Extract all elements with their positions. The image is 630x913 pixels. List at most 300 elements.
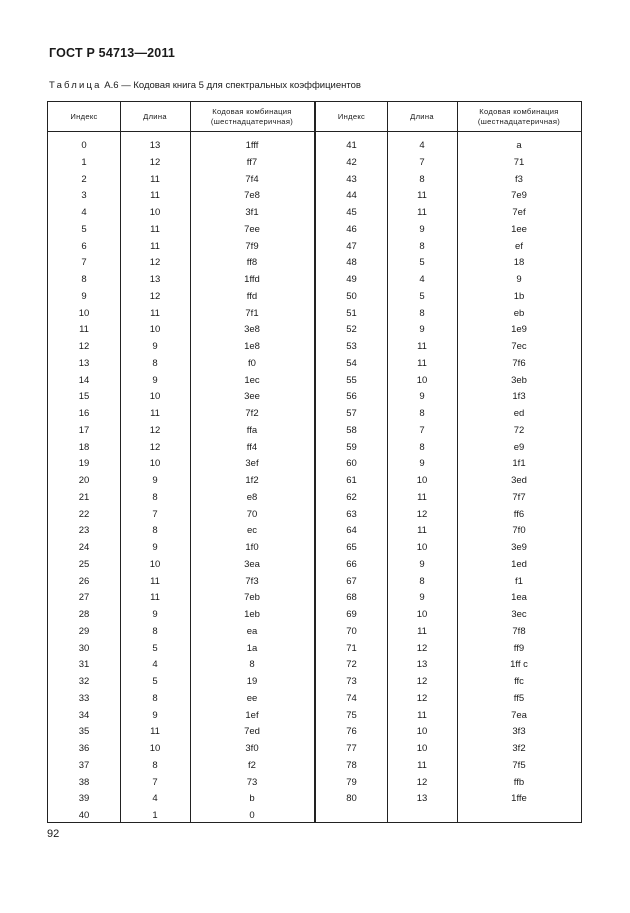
table-row xyxy=(316,339,581,356)
cell-index: 53 xyxy=(346,341,357,352)
cell-index: 15 xyxy=(78,391,90,403)
table-row xyxy=(48,674,314,691)
cell-length: 11 xyxy=(417,525,427,537)
cell-index: 74 xyxy=(346,692,357,704)
cell-codeword: 7ef xyxy=(512,207,526,218)
cell-length: 11 xyxy=(417,491,427,503)
cell-codeword: 7f7 xyxy=(512,491,526,503)
cell-codeword: 7f0 xyxy=(512,525,526,537)
cell-codeword: 3e8 xyxy=(244,324,260,336)
table-row xyxy=(48,657,314,674)
cell-length: 9 xyxy=(419,223,425,235)
table-right-half xyxy=(316,102,581,822)
cell-codeword: 1b xyxy=(513,290,525,302)
table-row xyxy=(316,708,581,725)
cell-index: 5 xyxy=(81,223,87,235)
cell-codeword: 7f2 xyxy=(245,408,259,419)
cell-codeword: a xyxy=(516,140,522,151)
cell-codeword: ff6 xyxy=(513,508,525,520)
cell-length: 9 xyxy=(419,324,425,336)
cell-index: 48 xyxy=(346,257,357,269)
cell-codeword: 3f0 xyxy=(245,743,259,754)
cell-length: 13 xyxy=(149,140,161,151)
cell-length: 11 xyxy=(150,240,160,252)
cell-index: 72 xyxy=(346,659,357,671)
cell-codeword: 7f1 xyxy=(245,307,259,319)
cell-codeword: ff8 xyxy=(246,257,258,269)
cell-length: 5 xyxy=(152,642,158,654)
cell-index: 75 xyxy=(346,709,357,721)
header-index: Индекс xyxy=(337,111,366,121)
table-row xyxy=(316,507,581,524)
table-row xyxy=(48,456,314,473)
table-header-row xyxy=(316,102,581,132)
cell-index: 63 xyxy=(346,508,357,520)
cell-codeword: 7ec xyxy=(511,341,527,352)
header-length: Длина xyxy=(143,111,167,121)
table-row xyxy=(316,674,581,691)
cell-codeword: 19 xyxy=(246,676,258,687)
cell-length: 11 xyxy=(150,575,160,587)
table-row xyxy=(316,641,581,658)
cell-index: 54 xyxy=(346,357,357,369)
cell-length: 10 xyxy=(416,542,428,553)
cell-index: 13 xyxy=(78,357,90,369)
cell-index: 24 xyxy=(78,542,90,553)
table-row xyxy=(48,540,314,557)
cell-codeword: ff4 xyxy=(246,441,258,453)
cell-index: 25 xyxy=(78,558,90,570)
table-row xyxy=(48,590,314,607)
cell-index: 19 xyxy=(78,458,90,470)
cell-index: 10 xyxy=(78,307,90,319)
table-row xyxy=(316,155,581,172)
cell-codeword: 71 xyxy=(513,156,525,168)
cell-codeword: 1ee xyxy=(511,223,527,235)
cell-codeword: 1eb xyxy=(244,609,260,620)
table-row xyxy=(48,155,314,172)
cell-length: 9 xyxy=(419,458,425,470)
cell-index: 6 xyxy=(81,240,87,252)
cell-length: 12 xyxy=(149,290,161,302)
cell-codeword: 8 xyxy=(249,659,255,671)
cell-length: 11 xyxy=(417,759,427,771)
table-row xyxy=(48,222,314,239)
table-row xyxy=(48,473,314,490)
cell-index: 29 xyxy=(78,625,90,637)
cell-index: 42 xyxy=(346,156,357,168)
header-length: Длина xyxy=(410,111,434,121)
table-row xyxy=(316,373,581,390)
cell-length: 9 xyxy=(152,374,158,386)
cell-codeword: 3f3 xyxy=(512,726,526,738)
page-number: 92 xyxy=(47,828,60,840)
cell-index: 0 xyxy=(81,140,87,151)
table-caption xyxy=(49,80,361,91)
cell-length: 7 xyxy=(152,508,158,520)
cell-index: 67 xyxy=(346,575,357,587)
cell-index: 58 xyxy=(346,424,357,436)
cell-codeword: 1f0 xyxy=(245,542,259,553)
cell-length: 12 xyxy=(416,508,428,520)
cell-codeword: 1ea xyxy=(511,592,527,604)
table-row xyxy=(48,373,314,390)
table-row xyxy=(48,574,314,591)
table-row xyxy=(48,306,314,323)
table-row xyxy=(316,289,581,306)
header-index: Индекс xyxy=(70,111,98,121)
cell-codeword: f3 xyxy=(515,173,523,185)
cell-codeword: ffa xyxy=(246,424,258,436)
cell-length: 12 xyxy=(149,441,161,453)
cell-length: 11 xyxy=(417,709,427,721)
cell-index: 51 xyxy=(346,307,357,319)
cell-length: 13 xyxy=(416,659,428,671)
cell-length: 11 xyxy=(417,357,427,369)
cell-index: 52 xyxy=(346,324,357,336)
cell-codeword: 73 xyxy=(246,776,258,788)
cell-index: 70 xyxy=(346,625,357,637)
cell-index: 44 xyxy=(346,190,357,202)
cell-length: 8 xyxy=(419,408,425,419)
table-row xyxy=(316,691,581,708)
table-row xyxy=(48,138,314,155)
cell-index: 76 xyxy=(346,726,357,738)
cell-index: 55 xyxy=(346,374,357,386)
cell-length: 11 xyxy=(150,592,160,604)
cell-index: 26 xyxy=(78,575,90,587)
cell-codeword: 7f5 xyxy=(512,759,526,771)
cell-length: 11 xyxy=(150,726,160,738)
cell-codeword: 7eb xyxy=(244,592,260,604)
table-row xyxy=(48,205,314,222)
table-caption-text: А.6 — Кодовая книга 5 для спектральных коэффициентов xyxy=(101,80,361,91)
cell-length: 10 xyxy=(149,743,161,754)
table-row xyxy=(316,557,581,574)
cell-length: 8 xyxy=(152,491,158,503)
cell-index: 62 xyxy=(346,491,357,503)
cell-length: 9 xyxy=(152,709,158,721)
cell-codeword: 0 xyxy=(249,810,255,821)
cell-codeword: 1ec xyxy=(244,374,260,386)
cell-index: 14 xyxy=(78,374,90,386)
cell-codeword: b xyxy=(249,793,255,805)
cell-index: 56 xyxy=(346,391,357,403)
table-row xyxy=(316,255,581,272)
cell-codeword: 1f3 xyxy=(512,391,526,403)
cell-index: 3 xyxy=(81,190,87,202)
table-row xyxy=(316,272,581,289)
table-row xyxy=(48,289,314,306)
cell-codeword: 3e9 xyxy=(511,542,527,553)
table-row xyxy=(48,808,314,825)
cell-length: 11 xyxy=(150,190,160,202)
cell-codeword: ff5 xyxy=(513,692,525,704)
cell-codeword: ed xyxy=(513,408,525,419)
cell-codeword: ffb xyxy=(513,776,525,788)
table-row xyxy=(316,406,581,423)
cell-codeword: 18 xyxy=(513,257,525,269)
cell-length: 8 xyxy=(152,525,158,537)
cell-length: 12 xyxy=(416,642,428,654)
cell-codeword: 1f1 xyxy=(512,458,526,470)
table-body-left xyxy=(48,138,314,825)
cell-codeword: 7ed xyxy=(244,726,260,738)
cell-length: 12 xyxy=(149,156,161,168)
table-row xyxy=(316,791,581,808)
cell-length: 5 xyxy=(419,257,425,269)
cell-codeword: 1ff c xyxy=(510,659,528,671)
table-row xyxy=(48,523,314,540)
cell-length: 11 xyxy=(417,207,427,218)
cell-index: 20 xyxy=(78,475,90,486)
table-row xyxy=(316,389,581,406)
cell-length: 8 xyxy=(419,173,425,185)
table-row xyxy=(316,523,581,540)
cell-index: 68 xyxy=(346,592,357,604)
cell-length: 10 xyxy=(149,207,161,218)
table-row xyxy=(48,440,314,457)
table-row xyxy=(316,741,581,758)
cell-codeword: 3ed xyxy=(511,475,527,486)
table-row xyxy=(316,322,581,339)
cell-index: 60 xyxy=(346,458,357,470)
cell-codeword: 1ffe xyxy=(511,793,527,805)
cell-index: 80 xyxy=(346,793,357,805)
cell-length: 9 xyxy=(152,475,158,486)
cell-index: 38 xyxy=(78,776,90,788)
cell-length: 8 xyxy=(152,759,158,771)
table-row xyxy=(48,607,314,624)
table-row xyxy=(316,306,581,323)
table-row xyxy=(316,222,581,239)
table-row xyxy=(48,172,314,189)
cell-codeword: 1e8 xyxy=(244,341,260,352)
cell-codeword: 3ea xyxy=(244,558,260,570)
cell-codeword: 3ee xyxy=(244,391,260,403)
cell-index: 27 xyxy=(78,592,90,604)
cell-length: 10 xyxy=(416,726,428,738)
cell-length: 4 xyxy=(152,793,158,805)
cell-length: 8 xyxy=(152,625,158,637)
cell-length: 8 xyxy=(419,441,425,453)
cell-codeword: e8 xyxy=(246,491,258,503)
table-left-half xyxy=(48,102,314,822)
table-row xyxy=(48,624,314,641)
table-row xyxy=(316,775,581,792)
cell-index: 1 xyxy=(81,156,87,168)
cell-codeword: 1a xyxy=(246,642,258,654)
cell-index: 57 xyxy=(346,408,357,419)
table-row xyxy=(48,641,314,658)
cell-length: 9 xyxy=(419,391,425,403)
cell-length: 4 xyxy=(419,274,425,285)
document-header: ГОСТ Р 54713—2011 xyxy=(49,46,176,60)
cell-index: 69 xyxy=(346,609,357,620)
cell-length: 9 xyxy=(419,558,425,570)
header-codeword: Кодовая комбинация (шестнадцатеричная) xyxy=(477,106,561,126)
cell-index: 4 xyxy=(81,207,87,218)
table-row xyxy=(316,540,581,557)
table-row xyxy=(316,356,581,373)
cell-codeword: 7f6 xyxy=(512,357,526,369)
cell-index: 37 xyxy=(78,759,90,771)
cell-length: 11 xyxy=(150,223,160,235)
cell-index: 47 xyxy=(346,240,357,252)
cell-length: 10 xyxy=(416,374,428,386)
table-row xyxy=(316,440,581,457)
cell-index: 65 xyxy=(346,542,357,553)
cell-codeword: 1e9 xyxy=(511,324,527,336)
cell-length: 12 xyxy=(416,776,428,788)
table-row xyxy=(48,791,314,808)
cell-length: 4 xyxy=(152,659,158,671)
cell-index: 50 xyxy=(346,290,357,302)
cell-index: 59 xyxy=(346,441,357,453)
cell-index: 78 xyxy=(346,759,357,771)
table-row xyxy=(316,490,581,507)
table-row xyxy=(48,557,314,574)
cell-length: 7 xyxy=(419,156,425,168)
table-row xyxy=(48,724,314,741)
cell-length: 11 xyxy=(150,408,160,419)
cell-codeword: 7ea xyxy=(511,709,527,721)
cell-length: 10 xyxy=(416,609,428,620)
header-codeword: Кодовая комбинация (шестнадцатеричная) xyxy=(210,106,294,126)
cell-codeword: 72 xyxy=(513,424,525,436)
cell-length: 12 xyxy=(149,257,161,269)
table-row xyxy=(316,239,581,256)
table-row xyxy=(48,188,314,205)
table-row xyxy=(316,607,581,624)
cell-codeword: 7f9 xyxy=(245,240,259,252)
table-row xyxy=(316,456,581,473)
table-row xyxy=(48,322,314,339)
cell-index: 73 xyxy=(346,676,357,687)
cell-codeword: 9 xyxy=(516,274,522,285)
table-row xyxy=(48,272,314,289)
cell-length: 9 xyxy=(152,542,158,553)
cell-length: 8 xyxy=(419,240,425,252)
cell-codeword: f2 xyxy=(248,759,256,771)
cell-codeword: 3f1 xyxy=(245,207,259,218)
cell-length: 9 xyxy=(152,609,158,620)
table-header-row xyxy=(48,102,314,132)
cell-index: 32 xyxy=(78,676,90,687)
cell-index: 22 xyxy=(78,508,90,520)
cell-index: 71 xyxy=(346,642,357,654)
cell-codeword: f0 xyxy=(248,357,256,369)
cell-length: 11 xyxy=(150,307,160,319)
cell-index: 61 xyxy=(346,475,357,486)
cell-codeword: 7e8 xyxy=(244,190,260,202)
cell-index: 9 xyxy=(81,290,87,302)
table-row xyxy=(48,389,314,406)
cell-codeword: 3ef xyxy=(245,458,259,470)
table-row xyxy=(316,657,581,674)
cell-codeword: 3ec xyxy=(511,609,527,620)
cell-index: 17 xyxy=(78,424,90,436)
cell-codeword: ff9 xyxy=(513,642,525,654)
cell-length: 10 xyxy=(149,391,161,403)
table-row xyxy=(48,239,314,256)
table-row xyxy=(316,724,581,741)
cell-index: 21 xyxy=(78,491,90,503)
codebook-table xyxy=(47,101,582,823)
table-row xyxy=(316,138,581,155)
table-row xyxy=(316,758,581,775)
cell-length: 11 xyxy=(417,625,427,637)
table-row xyxy=(48,339,314,356)
cell-length: 11 xyxy=(417,341,427,352)
cell-length: 10 xyxy=(149,324,161,336)
cell-codeword: 1ef xyxy=(245,709,259,721)
cell-length: 11 xyxy=(150,173,160,185)
cell-index: 36 xyxy=(78,743,90,754)
cell-codeword: ec xyxy=(246,525,258,537)
cell-index: 77 xyxy=(346,743,357,754)
table-caption-label: Таблица xyxy=(49,80,102,91)
cell-codeword: 1f2 xyxy=(245,475,259,486)
table-row xyxy=(48,691,314,708)
table-row xyxy=(48,758,314,775)
cell-codeword: 1ed xyxy=(511,558,527,570)
cell-length: 12 xyxy=(149,424,161,436)
cell-codeword: ff7 xyxy=(246,156,258,168)
table-row xyxy=(48,423,314,440)
cell-codeword: eb xyxy=(513,307,525,319)
cell-length: 13 xyxy=(416,793,428,805)
cell-length: 8 xyxy=(152,357,158,369)
cell-index: 79 xyxy=(346,776,357,788)
cell-index: 28 xyxy=(78,609,90,620)
cell-codeword: 7f3 xyxy=(245,575,259,587)
cell-index: 41 xyxy=(346,140,357,151)
cell-length: 5 xyxy=(419,290,425,302)
cell-codeword: 3f2 xyxy=(512,743,526,754)
cell-index: 40 xyxy=(78,810,90,821)
cell-codeword: 1fff xyxy=(245,140,259,151)
cell-length: 1 xyxy=(152,810,158,821)
cell-length: 10 xyxy=(149,558,161,570)
table-row xyxy=(48,708,314,725)
table-row xyxy=(316,423,581,440)
cell-length: 10 xyxy=(149,458,161,470)
cell-length: 7 xyxy=(419,424,425,436)
table-row xyxy=(48,255,314,272)
cell-index: 23 xyxy=(78,525,90,537)
cell-length: 12 xyxy=(416,676,428,687)
cell-index: 46 xyxy=(346,223,357,235)
cell-codeword: ffc xyxy=(514,676,524,687)
cell-length: 12 xyxy=(416,692,428,704)
cell-length: 8 xyxy=(419,307,425,319)
cell-index: 35 xyxy=(78,726,90,738)
table-row xyxy=(316,624,581,641)
cell-codeword: ee xyxy=(246,692,258,704)
table-row xyxy=(316,473,581,490)
table-row xyxy=(48,741,314,758)
cell-index: 18 xyxy=(78,441,90,453)
table-row xyxy=(48,507,314,524)
cell-length: 11 xyxy=(417,190,427,202)
cell-index: 12 xyxy=(78,341,90,352)
table-row xyxy=(48,356,314,373)
cell-length: 10 xyxy=(416,475,428,486)
cell-index: 66 xyxy=(346,558,357,570)
cell-index: 49 xyxy=(346,274,357,285)
cell-codeword: 70 xyxy=(246,508,258,520)
